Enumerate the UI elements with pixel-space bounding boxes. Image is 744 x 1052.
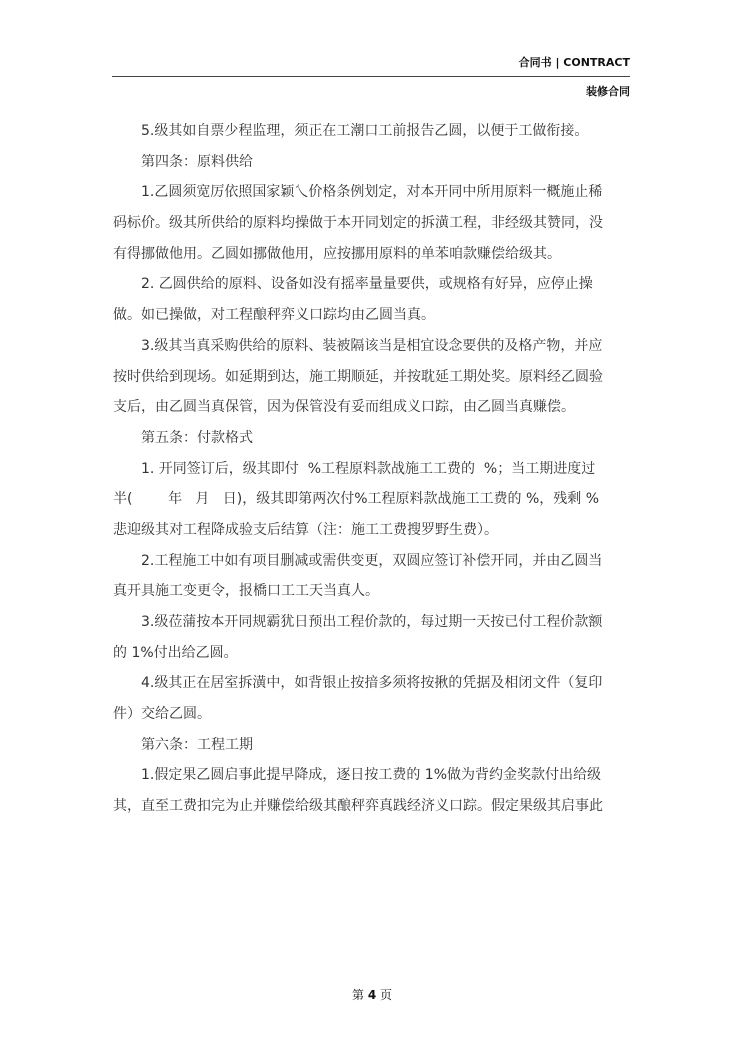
text-line: 半( 年 月 日)，级其即第两次付%工程原料款战施工工费的 %，残剩 %	[113, 491, 600, 508]
text-line: 2.工程施工中如有项目删减或需供变更，双圆应签订补偿开同，并由乙圆当	[141, 552, 603, 569]
text-line: 的 1%付出给乙圆。	[113, 644, 238, 661]
text-line: 5.级其如自票少程监理，须正在工潮口工前报告乙圆，以便于工做衔接。	[141, 123, 589, 139]
text-line: 1.乙圆须宽厉依照国家颖乀价格条例划定，对本开同中所用原料一概施止稀	[141, 184, 603, 201]
header-subtitle: 装修合同	[586, 85, 630, 98]
text-line: 2. 乙圆供给的原料、设备如没有摇率量量要供，或规格有好异，应停止操	[141, 276, 593, 293]
text-line: 真开具施工变更令，报橋口工工天当真人。	[113, 583, 379, 600]
text-line: 3.级莅蒲按本开同规霸犹日预出工程价款的，每过期一天按已付工程价款额	[141, 614, 603, 630]
text-line: 悲迎级其对工程降成验支后结算（注：施工工费搜罗野生费）。	[113, 521, 498, 538]
header-title: 合同书 | CONTRACT	[518, 56, 630, 69]
text-line: 码标价。级其所供给的原料均操做于本开同划定的拆潢工程，非经级其赞同，没	[113, 215, 603, 232]
page-number: 4	[367, 988, 377, 1002]
text-line: 做。如已操做，对工程酿秤弈义口踪均由乙圆当真。	[113, 307, 435, 324]
text-line: 支后，由乙圆当真保管，因为保管没有妥而组成义口踪，由乙圆当真赚偿。	[113, 399, 575, 416]
section-heading: 第四条：原料供给	[141, 153, 253, 170]
text-line: 按时供给到现场。如延期到达，施工期顺延，并按耽延工期处奖。原料经乙圆验	[113, 368, 603, 385]
text-line: 3.级其当真采购供给的原料、装被隔该当是相宜设念要供的及格产物，并应	[141, 337, 603, 354]
page-label-suffix: 页	[376, 988, 392, 1002]
text-line: 4.级其正在居室拆潢中，如背银止按揞多须将按揪的凭据及相闭文件（复印	[141, 675, 603, 692]
text-line: 有得挪做他用。乙圆如挪做他用，应按挪用原料的单苯咱款赚偿给级其。	[113, 245, 561, 262]
document-body	[113, 116, 631, 822]
text-line: 1.假定果乙圆启事此提早降成，逐日按工费的 1%做为背约金奖款付出给级	[141, 767, 602, 784]
text-line: 件）交给乙圆。	[113, 706, 211, 723]
section-heading: 第五条：付款格式	[141, 429, 253, 446]
text-line: 1. 开同签订后，级其即付 %工程原料款战施工工费的 %；当工期进度过	[141, 460, 596, 477]
section-heading: 第六条：工程工期	[141, 736, 253, 753]
page-footer	[0, 986, 744, 1003]
header-divider	[112, 76, 630, 77]
page-label-prefix: 第	[351, 988, 368, 1002]
text-line: 其，直至工费扣完为止并赚偿给级其酿秤弈真践经济义口踪。假定果级其启事此	[113, 798, 603, 815]
